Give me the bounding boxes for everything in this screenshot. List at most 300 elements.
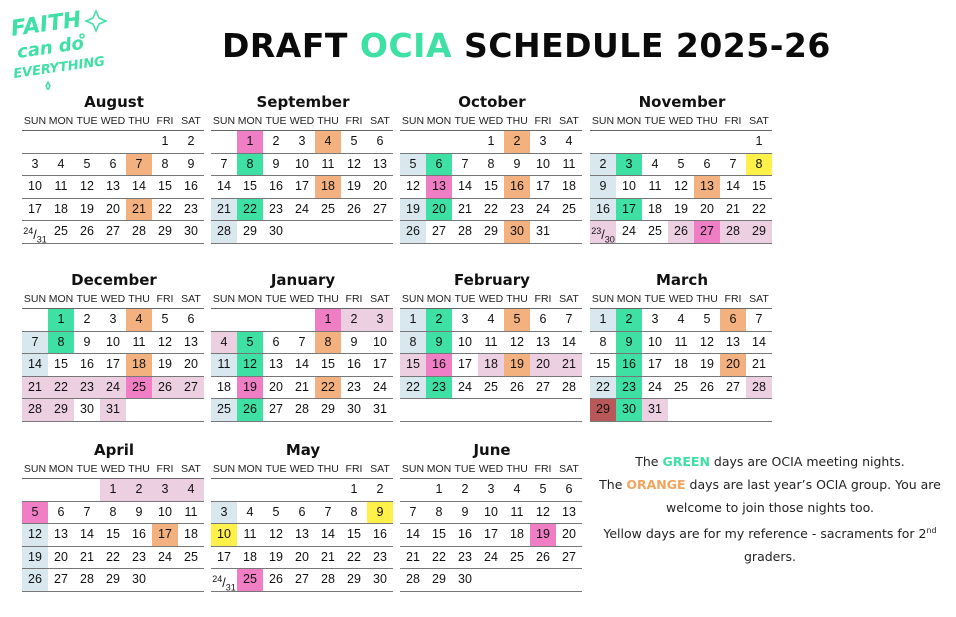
day-cell: 26 — [400, 221, 426, 244]
month-grid — [211, 112, 393, 244]
legend-line-orange: The ORANGE days are last year’s OCIA group. You are — [599, 477, 941, 492]
day-cell: 11 — [478, 332, 504, 355]
legend-line-graders: graders. — [744, 549, 796, 565]
legend — [595, 450, 945, 568]
day-cell: 21 — [400, 547, 426, 570]
empty-cell — [289, 479, 315, 502]
weekday-header: SUN — [400, 112, 426, 131]
day-cell: 17 — [152, 524, 178, 547]
day-cell: 3 — [478, 479, 504, 502]
day-cell: 14 — [720, 176, 746, 199]
day-cell: 9 — [74, 332, 100, 355]
day-cell: 16 — [367, 524, 393, 547]
day-cell: 8 — [315, 332, 341, 355]
empty-cell — [426, 399, 452, 422]
day-cell: 16 — [504, 176, 530, 199]
day-cell: 14 — [315, 524, 341, 547]
logo-line1: FAITH — [9, 7, 83, 42]
weekday-header: THU — [694, 112, 720, 131]
empty-cell — [126, 399, 152, 422]
weekday-header: THU — [694, 290, 720, 309]
day-cell: 29 — [746, 221, 772, 244]
weekday-header: THU — [315, 460, 341, 479]
day-cell: $^{23}/_{30}$ — [590, 221, 616, 244]
empty-cell — [478, 399, 504, 422]
weekday-header: SAT — [746, 290, 772, 309]
weekday-header: WED — [668, 290, 694, 309]
day-cell: 3 — [211, 502, 237, 525]
weekday-header: MON — [616, 290, 642, 309]
day-cell: 5 — [152, 309, 178, 332]
empty-cell — [452, 131, 478, 154]
day-cell: 31 — [367, 399, 393, 422]
day-cell: 9 — [263, 154, 289, 177]
day-cell: 26 — [530, 547, 556, 570]
day-cell: 13 — [556, 502, 582, 525]
empty-cell — [400, 399, 426, 422]
day-cell: 11 — [556, 154, 582, 177]
day-cell: 11 — [642, 176, 668, 199]
empty-cell — [341, 221, 367, 244]
day-cell: 6 — [530, 309, 556, 332]
day-cell: 13 — [367, 154, 393, 177]
day-cell: 30 — [126, 569, 152, 592]
day-cell: 9 — [341, 332, 367, 355]
day-cell: 30 — [74, 399, 100, 422]
weekday-header: FRI — [341, 290, 367, 309]
day-cell: 4 — [211, 332, 237, 355]
month-name: June — [473, 441, 511, 459]
day-cell: 24 — [289, 199, 315, 222]
day-cell: 7 — [720, 154, 746, 177]
weekday-header: SAT — [178, 112, 204, 131]
day-cell: 29 — [237, 221, 263, 244]
legend-orange-word: ORANGE — [626, 477, 686, 492]
day-cell: 25 — [556, 199, 582, 222]
day-cell: 11 — [504, 502, 530, 525]
day-cell: 9 — [504, 154, 530, 177]
weekday-header: WED — [100, 460, 126, 479]
day-cell: 23 — [178, 199, 204, 222]
title-part2: SCHEDULE 2025-26 — [451, 26, 831, 65]
month-name: January — [270, 271, 336, 289]
day-cell: 22 — [48, 377, 74, 400]
day-cell: 11 — [315, 154, 341, 177]
day-cell: 15 — [746, 176, 772, 199]
day-cell: 14 — [126, 176, 152, 199]
weekday-header: THU — [126, 290, 152, 309]
day-cell: 29 — [426, 569, 452, 592]
day-cell: 6 — [48, 502, 74, 525]
day-cell: 3 — [100, 309, 126, 332]
day-cell: 15 — [48, 354, 74, 377]
weekday-header: FRI — [530, 112, 556, 131]
weekday-header: SAT — [556, 290, 582, 309]
weekday-header: WED — [289, 290, 315, 309]
weekday-header: MON — [237, 290, 263, 309]
day-cell: 19 — [668, 199, 694, 222]
day-cell: 30 — [504, 221, 530, 244]
day-cell: 4 — [48, 154, 74, 177]
day-cell: 24 — [478, 547, 504, 570]
weekday-header: SAT — [367, 460, 393, 479]
day-cell: 15 — [426, 524, 452, 547]
day-cell: 6 — [426, 154, 452, 177]
day-cell: 7 — [74, 502, 100, 525]
day-cell: 20 — [100, 199, 126, 222]
day-cell: 24 — [530, 199, 556, 222]
day-cell: 10 — [452, 332, 478, 355]
day-cell: 10 — [289, 154, 315, 177]
empty-cell — [211, 131, 237, 154]
day-cell: 8 — [478, 154, 504, 177]
day-cell: 4 — [237, 502, 263, 525]
day-cell: 17 — [616, 199, 642, 222]
weekday-header: TUE — [642, 290, 668, 309]
day-cell: 20 — [426, 199, 452, 222]
day-cell: 23 — [341, 377, 367, 400]
day-cell: 24 — [642, 377, 668, 400]
day-cell: 27 — [289, 569, 315, 592]
month-name: February — [454, 271, 530, 289]
day-cell: 13 — [289, 524, 315, 547]
empty-cell — [556, 399, 582, 422]
day-cell: 3 — [642, 309, 668, 332]
empty-cell — [22, 131, 48, 154]
day-cell: 23 — [452, 547, 478, 570]
month-august — [22, 92, 206, 244]
day-cell: 28 — [126, 221, 152, 244]
weekday-header: WED — [478, 460, 504, 479]
day-cell: 25 — [126, 377, 152, 400]
day-cell: 31 — [642, 399, 668, 422]
day-cell: 18 — [504, 524, 530, 547]
day-cell: 4 — [126, 309, 152, 332]
weekday-header: MON — [426, 290, 452, 309]
day-cell: 27 — [556, 547, 582, 570]
day-cell: 21 — [720, 199, 746, 222]
day-cell: 3 — [616, 154, 642, 177]
day-cell: 24 — [452, 377, 478, 400]
month-grid — [22, 460, 204, 592]
day-cell: 12 — [530, 502, 556, 525]
day-cell: 1 — [237, 131, 263, 154]
day-cell: 21 — [22, 377, 48, 400]
day-cell: 9 — [616, 332, 642, 355]
day-cell: 31 — [530, 221, 556, 244]
day-cell: 12 — [341, 154, 367, 177]
weekday-header: TUE — [263, 112, 289, 131]
day-cell: 16 — [590, 199, 616, 222]
day-cell: 7 — [22, 332, 48, 355]
empty-cell — [152, 569, 178, 592]
day-cell: 23 — [367, 547, 393, 570]
day-cell: 1 — [400, 309, 426, 332]
day-cell: 16 — [426, 354, 452, 377]
day-cell: 20 — [263, 377, 289, 400]
month-name: April — [93, 441, 135, 459]
day-cell: 4 — [478, 309, 504, 332]
day-cell: 9 — [590, 176, 616, 199]
month-november — [590, 92, 774, 244]
day-cell: 5 — [530, 479, 556, 502]
day-cell: $^{24}/_{31}$ — [211, 569, 237, 592]
day-cell: 28 — [211, 221, 237, 244]
day-cell: 12 — [152, 332, 178, 355]
day-cell: 8 — [426, 502, 452, 525]
day-cell: 3 — [530, 131, 556, 154]
month-grid — [590, 112, 772, 244]
month-name: October — [458, 93, 526, 111]
day-cell: 22 — [590, 377, 616, 400]
day-cell: 19 — [22, 547, 48, 570]
day-cell: 15 — [400, 354, 426, 377]
day-cell: 21 — [74, 547, 100, 570]
empty-cell — [100, 131, 126, 154]
day-cell: 12 — [668, 176, 694, 199]
day-cell: 16 — [126, 524, 152, 547]
day-cell: 26 — [668, 221, 694, 244]
day-cell: 13 — [178, 332, 204, 355]
page-title — [222, 26, 831, 65]
day-cell: 8 — [590, 332, 616, 355]
day-cell: 20 — [720, 354, 746, 377]
day-cell: 22 — [100, 547, 126, 570]
empty-cell — [74, 479, 100, 502]
day-cell: 7 — [452, 154, 478, 177]
weekday-header: FRI — [341, 460, 367, 479]
empty-cell — [720, 131, 746, 154]
day-cell: 13 — [720, 332, 746, 355]
weekday-header: SAT — [367, 290, 393, 309]
empty-cell — [367, 221, 393, 244]
day-cell: 1 — [746, 131, 772, 154]
day-cell: 2 — [74, 309, 100, 332]
day-cell: 18 — [642, 199, 668, 222]
day-cell: 7 — [400, 502, 426, 525]
weekday-header: MON — [48, 460, 74, 479]
weekday-header: MON — [426, 460, 452, 479]
month-grid — [400, 112, 582, 244]
weekday-header: SUN — [211, 290, 237, 309]
day-cell: 7 — [289, 332, 315, 355]
empty-cell — [126, 131, 152, 154]
weekday-header: FRI — [720, 290, 746, 309]
day-cell: 26 — [152, 377, 178, 400]
day-cell: 20 — [367, 176, 393, 199]
weekday-header: FRI — [530, 290, 556, 309]
day-cell: 10 — [22, 176, 48, 199]
day-cell: 16 — [74, 354, 100, 377]
empty-cell — [48, 479, 74, 502]
day-cell: 30 — [178, 221, 204, 244]
day-cell: 24 — [367, 377, 393, 400]
empty-cell — [668, 131, 694, 154]
day-cell: 9 — [367, 502, 393, 525]
legend-green-word: GREEN — [662, 454, 710, 469]
logo-line3: EVERYTHING — [12, 54, 106, 82]
empty-cell — [720, 399, 746, 422]
day-cell: 8 — [152, 154, 178, 177]
day-cell: 23 — [504, 199, 530, 222]
empty-cell — [48, 131, 74, 154]
empty-cell — [590, 131, 616, 154]
day-cell: 4 — [556, 131, 582, 154]
day-cell: 1 — [426, 479, 452, 502]
day-cell: 28 — [74, 569, 100, 592]
day-cell: 10 — [530, 154, 556, 177]
day-cell: 14 — [746, 332, 772, 355]
weekday-header: SUN — [400, 290, 426, 309]
month-grid — [590, 290, 772, 422]
day-cell: 8 — [400, 332, 426, 355]
month-name: March — [655, 271, 709, 289]
weekday-header: MON — [237, 112, 263, 131]
weekday-header: THU — [504, 290, 530, 309]
day-cell: 21 — [556, 354, 582, 377]
title-part1: DRAFT — [222, 26, 360, 65]
weekday-header: WED — [289, 460, 315, 479]
month-june — [400, 440, 584, 592]
weekday-header: SAT — [367, 112, 393, 131]
day-cell: 18 — [556, 176, 582, 199]
day-cell: 10 — [616, 176, 642, 199]
day-cell: 9 — [452, 502, 478, 525]
day-cell: 16 — [341, 354, 367, 377]
weekday-header: FRI — [152, 112, 178, 131]
day-cell: 28 — [315, 569, 341, 592]
day-cell: 16 — [616, 354, 642, 377]
day-cell: 27 — [694, 221, 720, 244]
month-grid — [211, 460, 393, 592]
day-cell: 17 — [22, 199, 48, 222]
day-cell: 17 — [289, 176, 315, 199]
weekday-header: TUE — [452, 460, 478, 479]
day-cell: 29 — [152, 221, 178, 244]
day-cell: 12 — [22, 524, 48, 547]
day-cell: 11 — [126, 332, 152, 355]
day-cell: 7 — [556, 309, 582, 332]
day-cell: 3 — [452, 309, 478, 332]
day-cell: 17 — [478, 524, 504, 547]
day-cell: 28 — [400, 569, 426, 592]
day-cell: 25 — [48, 221, 74, 244]
day-cell: 14 — [211, 176, 237, 199]
empty-cell — [400, 131, 426, 154]
day-cell: 11 — [48, 176, 74, 199]
day-cell: 17 — [100, 354, 126, 377]
day-cell: 10 — [100, 332, 126, 355]
month-september — [211, 92, 395, 244]
month-name: May — [285, 441, 321, 459]
empty-cell — [74, 131, 100, 154]
day-cell: 28 — [720, 221, 746, 244]
day-cell: 9 — [426, 332, 452, 355]
day-cell: 18 — [478, 354, 504, 377]
day-cell: 19 — [152, 354, 178, 377]
day-cell: 5 — [504, 309, 530, 332]
day-cell: 30 — [263, 221, 289, 244]
day-cell: 25 — [315, 199, 341, 222]
weekday-header: WED — [668, 112, 694, 131]
empty-cell — [315, 479, 341, 502]
day-cell: 15 — [152, 176, 178, 199]
day-cell: 31 — [100, 399, 126, 422]
weekday-header: TUE — [452, 290, 478, 309]
day-cell: 20 — [289, 547, 315, 570]
day-cell: 7 — [126, 154, 152, 177]
day-cell: 11 — [178, 502, 204, 525]
day-cell: 14 — [289, 354, 315, 377]
day-cell: 8 — [100, 502, 126, 525]
weekday-header: TUE — [263, 290, 289, 309]
empty-cell — [400, 479, 426, 502]
day-cell: 5 — [668, 154, 694, 177]
weekday-header: TUE — [263, 460, 289, 479]
day-cell: 3 — [22, 154, 48, 177]
weekday-header: THU — [504, 460, 530, 479]
day-cell: 23 — [263, 199, 289, 222]
day-cell: 18 — [315, 176, 341, 199]
empty-cell — [452, 399, 478, 422]
month-april — [22, 440, 206, 592]
day-cell: 6 — [100, 154, 126, 177]
day-cell: 19 — [400, 199, 426, 222]
day-cell: 4 — [178, 479, 204, 502]
day-cell: 21 — [746, 354, 772, 377]
day-cell: 18 — [126, 354, 152, 377]
day-cell: 19 — [263, 547, 289, 570]
faith-logo — [8, 6, 120, 90]
day-cell: 27 — [100, 221, 126, 244]
empty-cell — [289, 309, 315, 332]
day-cell: 22 — [478, 199, 504, 222]
month-december — [22, 270, 206, 422]
day-cell: 6 — [367, 131, 393, 154]
day-cell: 12 — [400, 176, 426, 199]
empty-cell — [694, 399, 720, 422]
day-cell: 1 — [590, 309, 616, 332]
weekday-header: FRI — [152, 290, 178, 309]
day-cell: 1 — [152, 131, 178, 154]
empty-cell — [746, 399, 772, 422]
day-cell: 28 — [556, 377, 582, 400]
weekday-header: MON — [237, 460, 263, 479]
weekday-header: SAT — [178, 460, 204, 479]
day-cell: 30 — [367, 569, 393, 592]
empty-cell — [211, 479, 237, 502]
day-cell: 12 — [263, 524, 289, 547]
logo-line2: can do — [15, 32, 86, 63]
day-cell: 19 — [504, 354, 530, 377]
day-cell: 21 — [315, 547, 341, 570]
day-cell: 26 — [22, 569, 48, 592]
weekday-header: TUE — [642, 112, 668, 131]
day-cell: 19 — [530, 524, 556, 547]
day-cell: 14 — [556, 332, 582, 355]
day-cell: 13 — [100, 176, 126, 199]
day-cell: 22 — [341, 547, 367, 570]
month-name: September — [256, 93, 350, 111]
day-cell: 27 — [530, 377, 556, 400]
weekday-header: THU — [315, 112, 341, 131]
weekday-header: SAT — [178, 290, 204, 309]
day-cell: 19 — [237, 377, 263, 400]
day-cell: 7 — [211, 154, 237, 177]
empty-cell — [504, 399, 530, 422]
day-cell: 29 — [341, 569, 367, 592]
day-cell: 23 — [426, 377, 452, 400]
